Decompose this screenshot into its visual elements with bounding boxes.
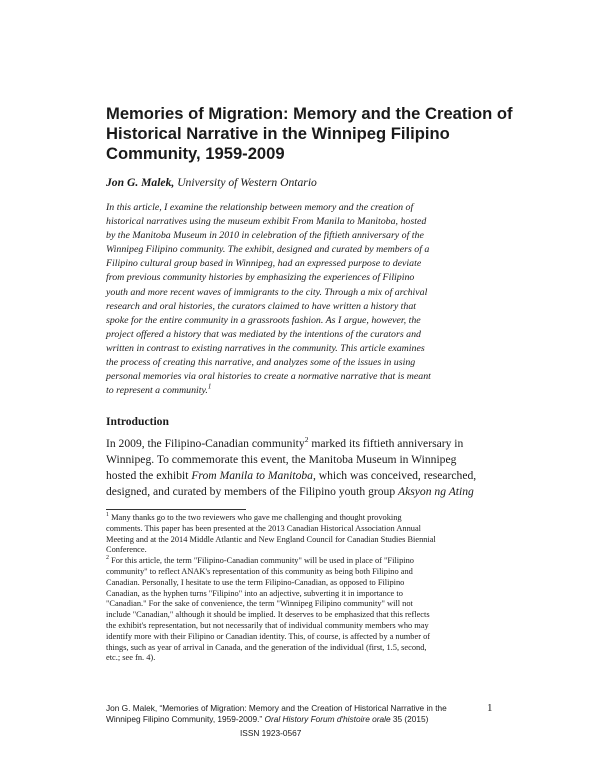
body-text: , which was conceived, researched, bbox=[312, 468, 477, 482]
author-affiliation: University of Western Ontario bbox=[177, 176, 317, 189]
citation-text: Winnipeg Filipino Community, 1959-2009.” bbox=[106, 713, 265, 724]
abstract-line: personal memories via oral histories to create a normative narrative that is meant bbox=[106, 371, 431, 383]
byline bbox=[106, 176, 317, 189]
body-text: hosted the exhibit bbox=[106, 468, 192, 482]
abstract-line: from previous community histories by emphasizing the experiences of Filipino bbox=[106, 272, 415, 284]
journal-name: Oral History Forum d'histoire orale bbox=[264, 713, 391, 724]
footnote-2-line: Canadian, as the hyphen turns "Filipino" into an adjective, subverting it in importance to bbox=[106, 588, 403, 598]
body-line bbox=[106, 468, 506, 484]
footnote-mark-1: 1 bbox=[106, 512, 109, 519]
footnote-ref-1[interactable]: 1 bbox=[207, 382, 212, 391]
footnote-1-line: Meeting and at the 2014 Middle Atlantic and New England Council for Canadian Studies Biennial bbox=[106, 534, 436, 544]
footnote-text: Many thanks go to the two reviewers who gave me challenging and thought provoking bbox=[109, 513, 402, 522]
footnote-2-line: Canadian. Personally, I hesitate to use the term Filipino-Canadian, as opposed to Filipino bbox=[106, 577, 405, 587]
abstract-line: spoke for the entire community in a grassroots fashion. As I argue, however, the bbox=[106, 314, 421, 326]
footnote-divider bbox=[106, 509, 246, 510]
exhibit-title: From Manila to Manitoba bbox=[191, 468, 313, 482]
footnote-2-line: include "Canadian," although it should be implied. It deserves to be emphasized that this reflects bbox=[106, 610, 430, 620]
body-line: Winnipeg. To commemorate this event, the Manitoba Museum in Winnipeg bbox=[106, 452, 457, 466]
abstract-line: written in contrast to existing narratives in the community. This article examines bbox=[106, 342, 425, 354]
footnote-2-line: "Canadian." For the sake of convenience, the term "Winnipeg Filipino community" will not bbox=[106, 599, 413, 609]
footnote-2-line: etc.; see fn. 4). bbox=[106, 653, 156, 663]
abstract-last-text: to represent a community. bbox=[106, 385, 208, 397]
footnote-mark-2: 2 bbox=[106, 555, 109, 562]
title-line: Historical Narrative in the Winnipeg Filipino bbox=[106, 124, 450, 143]
title-line: Memories of Migration: Memory and the Creation of bbox=[106, 104, 513, 123]
article-title bbox=[106, 104, 526, 164]
body-text: marked its fiftieth anniversary in bbox=[308, 437, 464, 450]
footnote-1-line: Conference. bbox=[106, 545, 147, 555]
abstract-line bbox=[106, 384, 506, 398]
introduction-paragraph bbox=[106, 436, 506, 500]
abstract-line: historical narratives using the museum exhibit From Manila to Manitoba, hosted bbox=[106, 216, 427, 228]
footnote-2-line: the exhibit's representation, but not necessarily that of individual community members who may bbox=[106, 620, 429, 630]
author-name: Jon G. Malek, bbox=[106, 176, 175, 189]
group-name: Aksyon ng Ating bbox=[398, 484, 474, 498]
issn: ISSN 1923-0567 bbox=[240, 728, 302, 738]
footnotes bbox=[106, 513, 506, 664]
section-heading-introduction: Introduction bbox=[106, 415, 169, 428]
footnote-text: For this article, the term "Filipino-Canadian community" will be used in place of "Filipino bbox=[109, 556, 414, 566]
footnote-1-line bbox=[106, 513, 506, 524]
footnote-2-line: identify more with their Filipino or Canadian identity. This, of course, is affected by a number of bbox=[106, 631, 431, 641]
footnote-2-line: things, such as year of arrival in Canada, and the generation of the individual (first, 1.5, second, bbox=[106, 642, 427, 652]
body-text: In 2009, the Filipino-Canadian community bbox=[106, 437, 305, 450]
abstract-line: research and oral histories, the curators claimed to have written a history that bbox=[106, 300, 417, 312]
page-number: 1 bbox=[487, 702, 493, 714]
abstract-line: In this article, I examine the relationship between memory and the creation of bbox=[106, 202, 414, 213]
citation-text: 35 (2015) bbox=[390, 713, 429, 724]
abstract-line: the process of creating this narrative, and analyzes some of the issues in using bbox=[106, 357, 416, 369]
citation-line bbox=[106, 714, 486, 725]
footnote-ref-2[interactable]: 2 bbox=[304, 435, 309, 445]
body-text: designed, and curated by members of the Filipino youth group bbox=[106, 484, 399, 498]
footnote-2-line: community" to reflect ANAK's representation of this community as being both Filipino and bbox=[106, 566, 413, 576]
footnote-1-line: comments. This paper has been presented at the 2013 Canadian Historical Association Annual bbox=[106, 523, 421, 533]
citation-line: Jon G. Malek, “Memories of Migration: Memory and the Creation of Historical Narrative in the bbox=[106, 703, 447, 713]
page-citation bbox=[106, 703, 486, 724]
abstract-line: youth and more recent waves of immigrants to the city. Through a mix of archival bbox=[106, 286, 428, 298]
body-line bbox=[106, 436, 506, 452]
abstract-line: by the Manitoba Museum in 2010 in celebration of the fiftieth anniversary of the bbox=[106, 230, 424, 242]
abstract-line: Winnipeg Filipino community. The exhibit, designed and curated by members of a bbox=[106, 244, 430, 256]
abstract-line: project offered a history that was mediated by the intentions of the curators and bbox=[106, 328, 421, 340]
title-line: Community, 1959-2009 bbox=[106, 144, 285, 163]
abstract bbox=[106, 201, 506, 398]
footnote-2-line bbox=[106, 556, 506, 567]
abstract-line: Filipino cultural group based in Winnipeg, had an expressed purpose to deviate bbox=[106, 258, 422, 270]
body-line bbox=[106, 484, 506, 500]
